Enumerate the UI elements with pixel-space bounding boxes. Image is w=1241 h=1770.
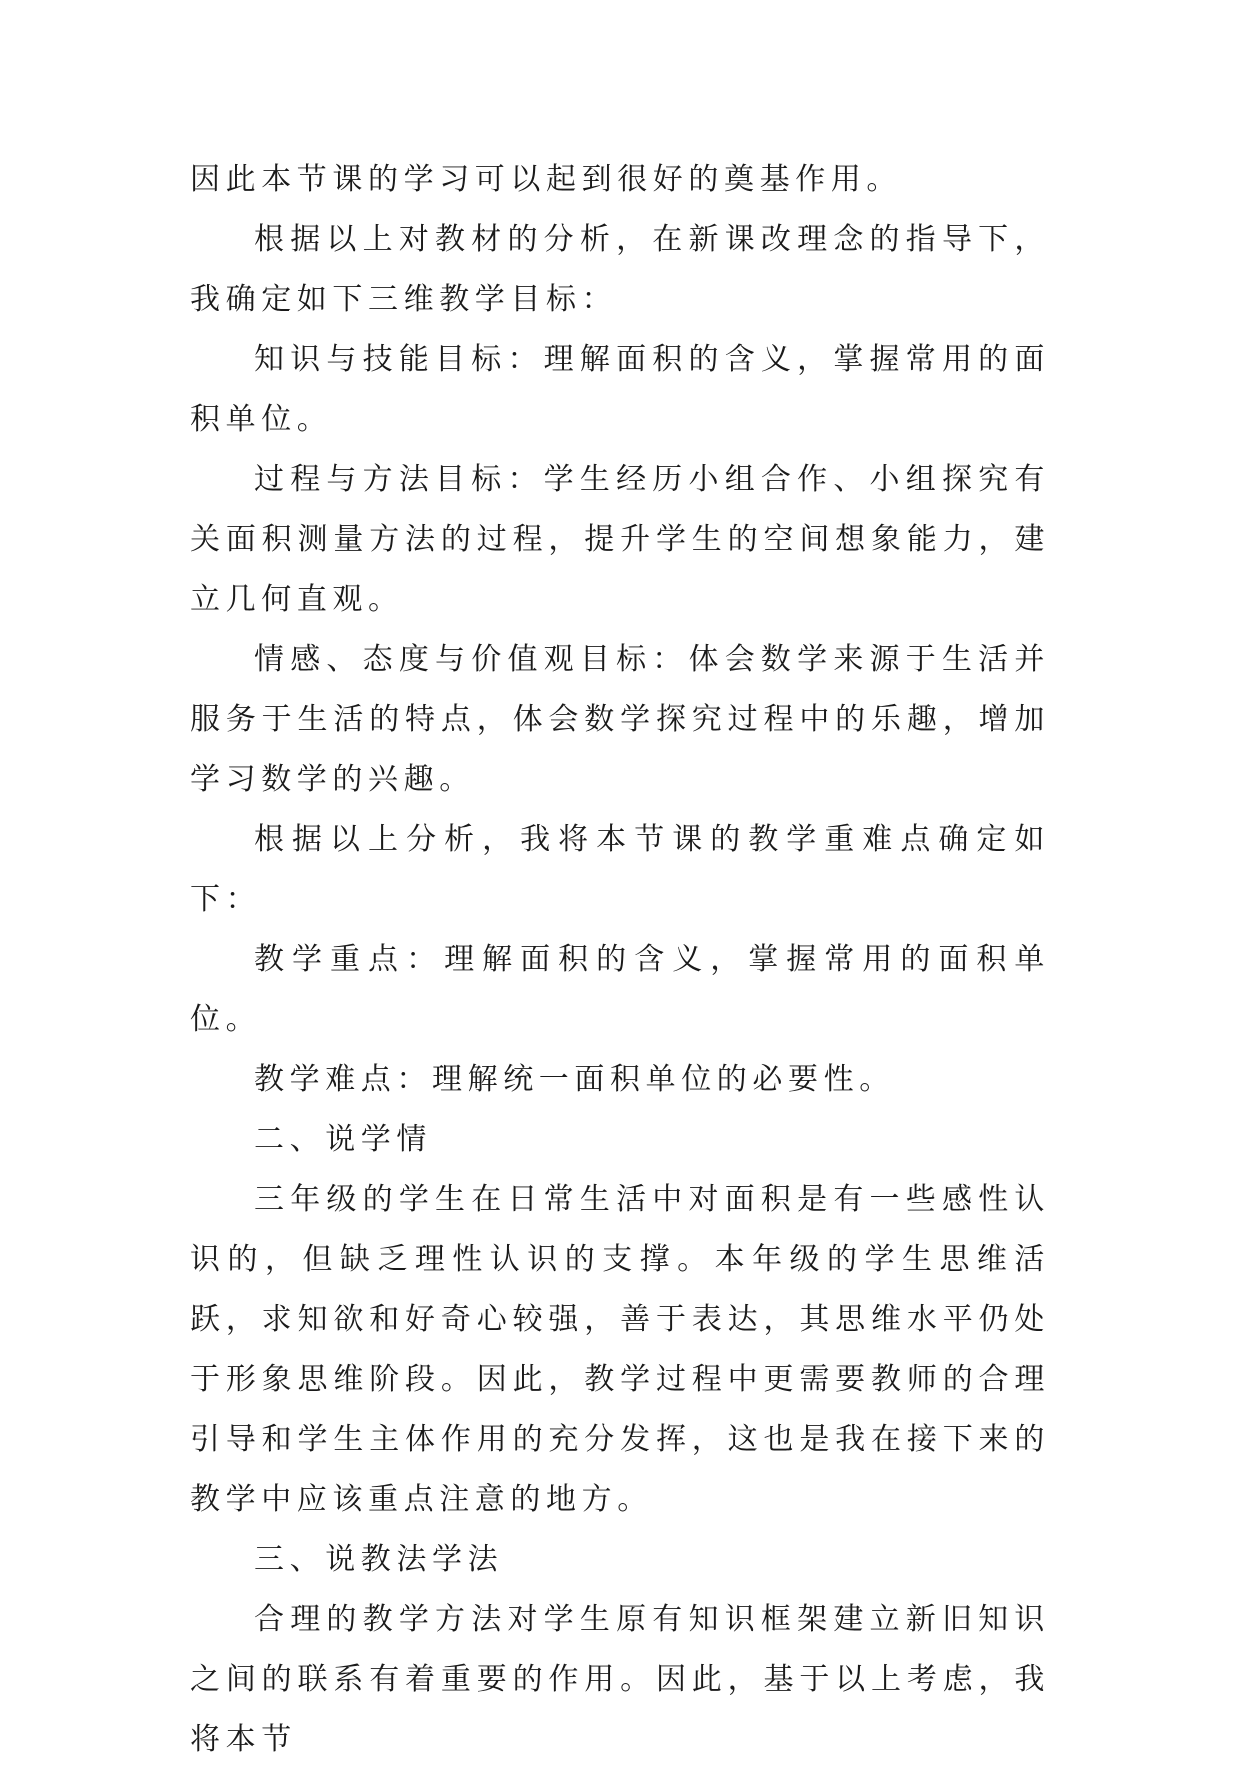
paragraph-goals-intro: 根据以上对教材的分析，在新课改理念的指导下，我确定如下三维教学目标： xyxy=(190,222,1050,317)
paragraph-teaching-methods: 合理的教学方法对学生原有知识框架建立新旧知识之间的联系有着重要的作用。因此，基于以上考虑，我将本节 xyxy=(190,1602,1050,1757)
paragraph-emotion-goal: 情感、态度与价值观目标：体会数学来源于生活并服务于生活的特点，体会数学探究过程中的乐趣，增加学习数学的兴趣。 xyxy=(190,642,1050,797)
paragraph-foundation-role: 因此本节课的学习可以起到很好的奠基作用。 xyxy=(190,162,902,197)
paragraph-key-points-intro: 根据以上分析，我将本节课的教学重难点确定如下： xyxy=(190,822,1050,917)
section-heading-teaching-methods: 三、说教法学法 xyxy=(254,1542,504,1577)
paragraph-teaching-focus: 教学重点：理解面积的含义，掌握常用的面积单位。 xyxy=(190,942,1050,1037)
paragraph-teaching-difficulty: 教学难点：理解统一面积单位的必要性。 xyxy=(254,1062,895,1097)
paragraph-process-goal: 过程与方法目标：学生经历小组合作、小组探究有关面积测量方法的过程，提升学生的空间想象能力，建立几何直观。 xyxy=(190,462,1050,617)
paragraph-knowledge-goal: 知识与技能目标：理解面积的含义，掌握常用的面积单位。 xyxy=(190,342,1050,437)
document-body xyxy=(190,150,1050,1770)
section-heading-student-analysis: 二、说学情 xyxy=(254,1122,432,1157)
paragraph-student-analysis: 三年级的学生在日常生活中对面积是有一些感性认识的，但缺乏理性认识的支撑。本年级的学生思维活跃，求知欲和好奇心较强，善于表达，其思维水平仍处于形象思维阶段。因此，教学过程中更需要教师的合理引导和学生主体作用的充分发挥，这也是我在接下来的教学中应该重点注意的地方。 xyxy=(190,1182,1050,1517)
